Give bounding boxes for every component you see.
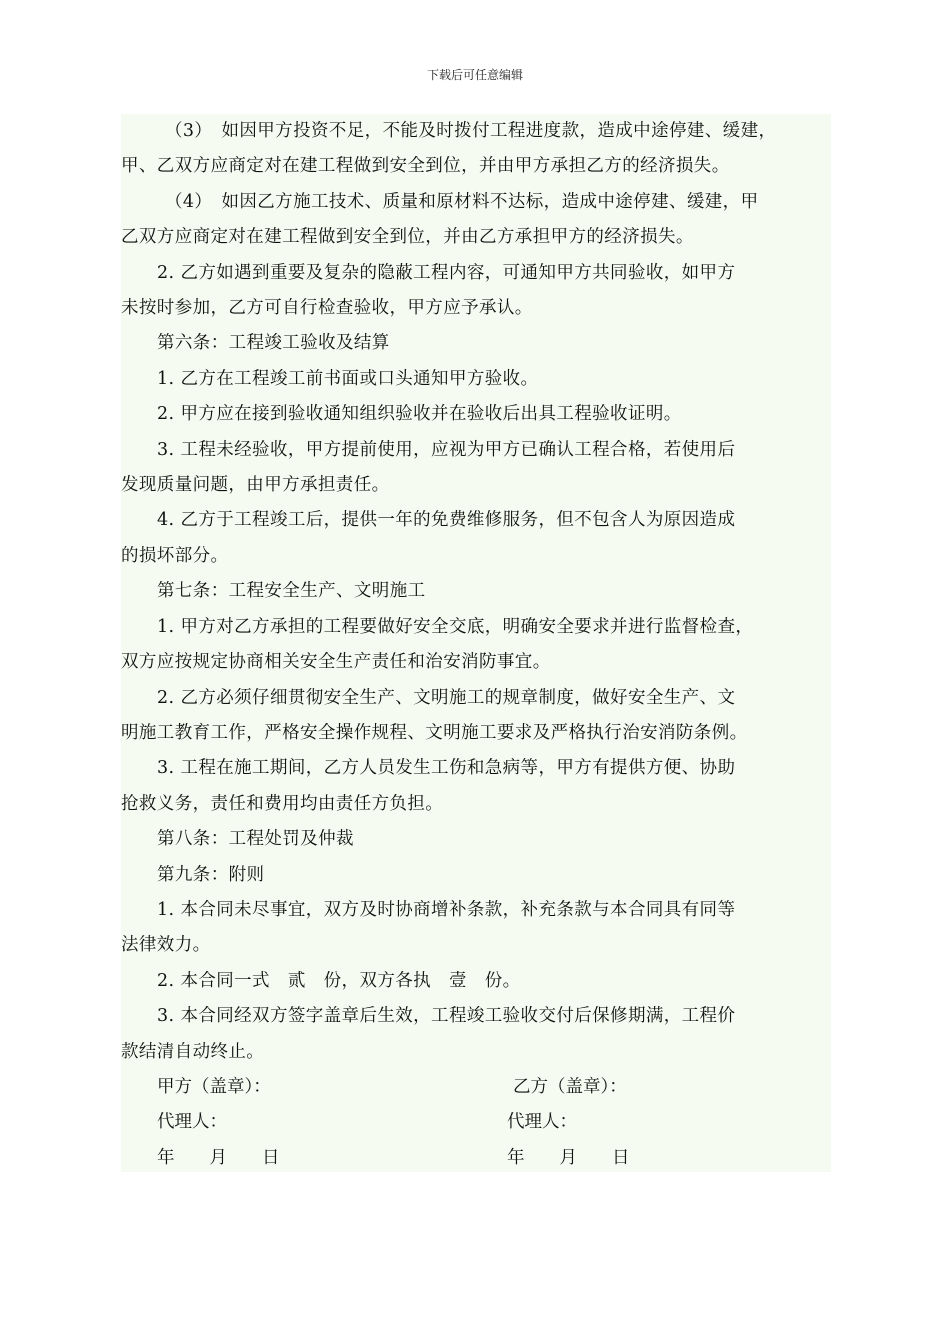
article-9-item-2: 2. 本合同一式 贰 份，双方各执 壹 份。 — [157, 970, 521, 991]
article-7-item-2 — [121, 681, 831, 752]
text-line: 的损坏部分。 — [121, 545, 229, 566]
text-line: 2. 乙方必须仔细贯彻安全生产、文明施工的规章制度，做好安全生产、文 — [157, 687, 736, 708]
article-9-item-1 — [121, 893, 831, 964]
text-line: 2. 乙方如遇到重要及复杂的隐蔽工程内容，可通知甲方共同验收，如甲方 — [157, 262, 736, 283]
header-note: 下载后可任意编辑 — [426, 68, 523, 82]
contract-body — [121, 114, 831, 1172]
article-6-item-2: 2. 甲方应在接到验收通知组织验收并在验收后出具工程验收证明。 — [157, 404, 682, 425]
clause-5-item-2 — [121, 256, 831, 327]
party-b-agent-label: 代理人： — [507, 1112, 577, 1133]
article-7-heading: 第七条：工程安全生产、文明施工 — [157, 581, 426, 602]
text-line: 明施工教育工作，严格安全操作规程、文明施工要求及严格执行治安消防条例。 — [121, 722, 748, 743]
article-9-heading: 第九条：附则 — [157, 864, 265, 885]
text-line: 甲、乙双方应商定对在建工程做到安全到位，并由甲方承担乙方的经济损失。 — [121, 156, 730, 177]
paragraph-4 — [121, 185, 831, 256]
party-b-seal-label: 乙方（盖章）： — [513, 1076, 627, 1097]
date-row — [121, 1141, 831, 1176]
text-line: （3） 如因甲方投资不足，不能及时拨付工程进度款，造成中途停建、缓建， — [165, 121, 777, 141]
agent-row — [121, 1105, 831, 1140]
text-line: 发现质量问题，由甲方承担责任。 — [121, 475, 390, 496]
seal-row — [121, 1070, 831, 1105]
article-8-heading: 第八条：工程处罚及仲裁 — [157, 829, 354, 850]
text-line: 3. 本合同经双方签字盖章后生效，工程竣工验收交付后保修期满，工程价 — [157, 1006, 736, 1027]
party-b-date-label: 年 月 日 — [507, 1147, 630, 1168]
article-6-item-3 — [121, 433, 831, 504]
article-7-item-1 — [121, 610, 831, 681]
text-line: 1. 甲方对乙方承担的工程要做好安全交底，明确安全要求并进行监督检查， — [157, 616, 754, 637]
paragraph-3 — [121, 114, 831, 185]
article-6-heading: 第六条：工程竣工验收及结算 — [157, 333, 390, 354]
text-line: （4） 如因乙方施工技术、质量和原材料不达标，造成中途停建、缓建，甲 — [165, 191, 759, 212]
party-a-agent-label: 代理人： — [157, 1112, 227, 1133]
text-line: 3. 工程未经验收，甲方提前使用，应视为甲方已确认工程合格，若使用后 — [157, 439, 736, 460]
article-9-item-3 — [121, 999, 831, 1070]
text-line: 未按时参加，乙方可自行检查验收，甲方应予承认。 — [121, 298, 533, 319]
text-line: 乙双方应商定对在建工程做到安全到位，并由乙方承担甲方的经济损失。 — [121, 227, 694, 248]
text-line: 抢救义务，责任和费用均由责任方负担。 — [121, 793, 444, 814]
article-6-item-4 — [121, 503, 831, 574]
text-line: 款结清自动终止。 — [121, 1041, 265, 1062]
text-line: 1. 本合同未尽事宜，双方及时协商增补条款，补充条款与本合同具有同等 — [157, 899, 736, 920]
text-line: 双方应按规定协商相关安全生产责任和治安消防事宜。 — [121, 652, 551, 673]
text-line: 4. 乙方于工程竣工后，提供一年的免费维修服务，但不包含人为原因造成 — [157, 510, 736, 531]
text-line: 3. 工程在施工期间，乙方人员发生工伤和急病等，甲方有提供方便、协助 — [157, 758, 736, 779]
party-a-date-label: 年 月 日 — [157, 1147, 280, 1168]
party-a-seal-label: 甲方（盖章）： — [157, 1076, 271, 1097]
article-7-item-3 — [121, 751, 831, 822]
text-line: 法律效力。 — [121, 935, 211, 956]
article-6-item-1: 1. 乙方在工程竣工前书面或口头通知甲方验收。 — [157, 368, 539, 389]
